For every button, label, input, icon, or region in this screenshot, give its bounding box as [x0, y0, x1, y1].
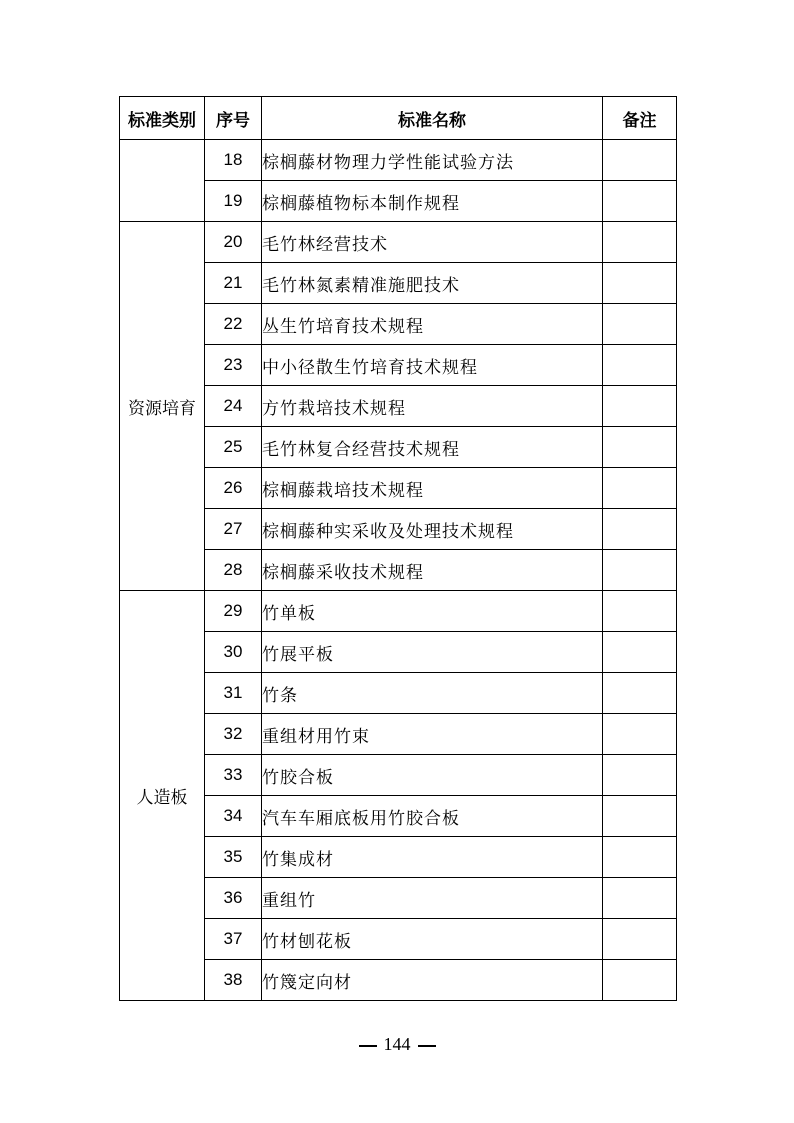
standard-name-cell: 汽车车厢底板用竹胶合板 — [262, 796, 603, 837]
standard-name-cell: 毛竹林复合经营技术规程 — [262, 427, 603, 468]
standard-name-cell: 竹材刨花板 — [262, 919, 603, 960]
standard-name-cell: 棕榈藤植物标本制作规程 — [262, 181, 603, 222]
seq-cell: 34 — [205, 796, 262, 837]
standard-name-cell: 重组材用竹束 — [262, 714, 603, 755]
table-body — [120, 140, 677, 1001]
standards-table — [119, 96, 677, 1001]
seq-cell: 38 — [205, 960, 262, 1001]
note-cell — [603, 837, 677, 878]
standard-name-cell: 方竹栽培技术规程 — [262, 386, 603, 427]
seq-cell: 19 — [205, 181, 262, 222]
header-note: 备注 — [603, 97, 677, 140]
seq-cell: 29 — [205, 591, 262, 632]
seq-cell: 23 — [205, 345, 262, 386]
note-cell — [603, 140, 677, 181]
standard-name-cell: 毛竹林氮素精准施肥技术 — [262, 263, 603, 304]
note-cell — [603, 878, 677, 919]
table-header-row — [120, 97, 677, 140]
seq-cell: 36 — [205, 878, 262, 919]
footer-dash-right — [418, 1045, 436, 1047]
note-cell — [603, 263, 677, 304]
seq-cell: 27 — [205, 509, 262, 550]
header-seq: 序号 — [205, 97, 262, 140]
seq-cell: 37 — [205, 919, 262, 960]
seq-cell: 32 — [205, 714, 262, 755]
seq-cell: 28 — [205, 550, 262, 591]
seq-cell: 20 — [205, 222, 262, 263]
seq-cell: 24 — [205, 386, 262, 427]
table-row — [120, 591, 677, 632]
category-cell: 人造板 — [120, 591, 205, 1001]
note-cell — [603, 550, 677, 591]
note-cell — [603, 591, 677, 632]
note-cell — [603, 386, 677, 427]
header-category: 标准类别 — [120, 97, 205, 140]
category-cell — [120, 140, 205, 222]
seq-cell: 26 — [205, 468, 262, 509]
note-cell — [603, 632, 677, 673]
note-cell — [603, 796, 677, 837]
seq-cell: 22 — [205, 304, 262, 345]
note-cell — [603, 181, 677, 222]
note-cell — [603, 345, 677, 386]
standard-name-cell: 棕榈藤栽培技术规程 — [262, 468, 603, 509]
note-cell — [603, 304, 677, 345]
table-row — [120, 222, 677, 263]
seq-cell: 33 — [205, 755, 262, 796]
note-cell — [603, 222, 677, 263]
seq-cell: 30 — [205, 632, 262, 673]
note-cell — [603, 755, 677, 796]
note-cell — [603, 960, 677, 1001]
standard-name-cell: 竹单板 — [262, 591, 603, 632]
standard-name-cell: 竹胶合板 — [262, 755, 603, 796]
standard-name-cell: 竹集成材 — [262, 837, 603, 878]
standard-name-cell: 竹篾定向材 — [262, 960, 603, 1001]
page-number: 144 — [383, 1034, 411, 1054]
table-row — [120, 140, 677, 181]
seq-cell: 31 — [205, 673, 262, 714]
standard-name-cell: 竹展平板 — [262, 632, 603, 673]
note-cell — [603, 468, 677, 509]
standard-name-cell: 棕榈藤采收技术规程 — [262, 550, 603, 591]
page-footer — [0, 1034, 794, 1055]
standard-name-cell: 竹条 — [262, 673, 603, 714]
note-cell — [603, 509, 677, 550]
note-cell — [603, 673, 677, 714]
seq-cell: 35 — [205, 837, 262, 878]
seq-cell: 21 — [205, 263, 262, 304]
note-cell — [603, 714, 677, 755]
category-cell: 资源培育 — [120, 222, 205, 591]
header-name: 标准名称 — [262, 97, 603, 140]
footer-dash-left — [359, 1045, 377, 1047]
standard-name-cell: 丛生竹培育技术规程 — [262, 304, 603, 345]
standard-name-cell: 毛竹林经营技术 — [262, 222, 603, 263]
seq-cell: 18 — [205, 140, 262, 181]
standard-name-cell: 棕榈藤材物理力学性能试验方法 — [262, 140, 603, 181]
standard-name-cell: 重组竹 — [262, 878, 603, 919]
note-cell — [603, 427, 677, 468]
standard-name-cell: 中小径散生竹培育技术规程 — [262, 345, 603, 386]
note-cell — [603, 919, 677, 960]
seq-cell: 25 — [205, 427, 262, 468]
standard-name-cell: 棕榈藤种实采收及处理技术规程 — [262, 509, 603, 550]
